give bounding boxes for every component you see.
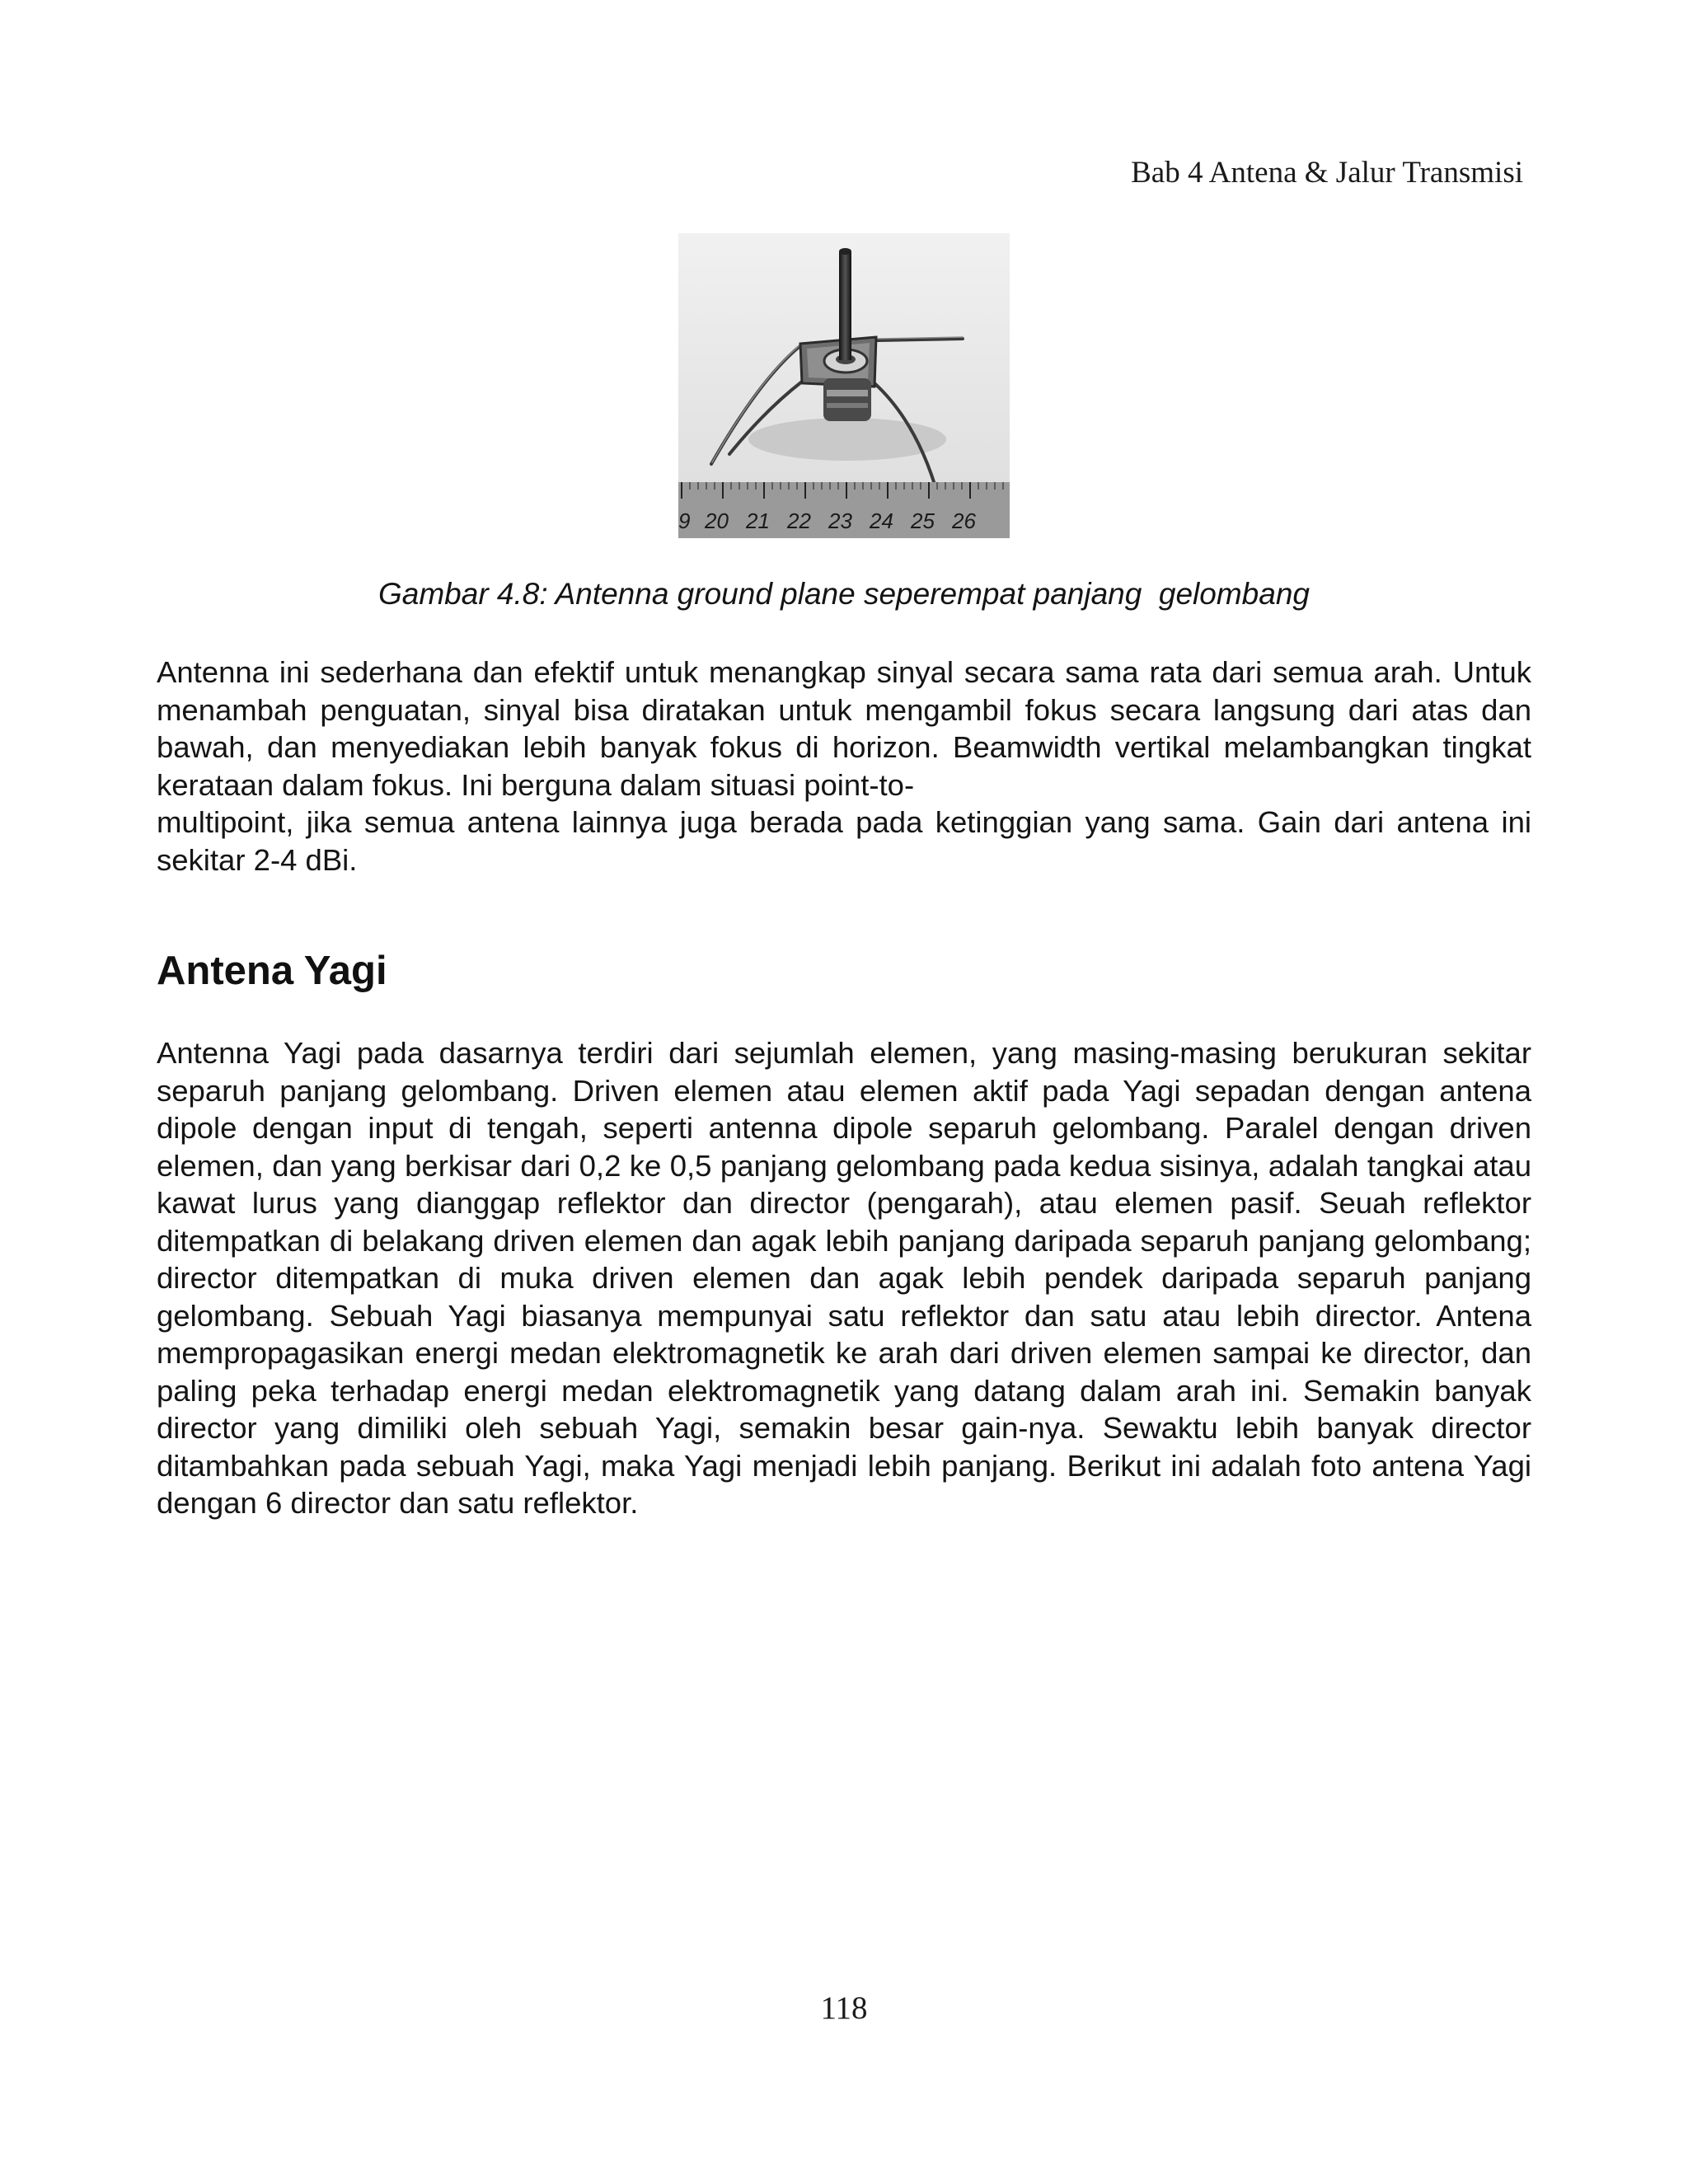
ruler-number: 24 <box>870 509 893 533</box>
ruler-number: 25 <box>911 509 935 533</box>
antenna-photo <box>678 233 1010 538</box>
section-heading: Antena Yagi <box>157 949 387 993</box>
ruler-number: 26 <box>952 509 976 533</box>
ruler-number: 20 <box>705 509 729 533</box>
ruler-number: 22 <box>787 509 811 533</box>
ruler-number: 23 <box>828 509 852 533</box>
figure-caption: Gambar 4.8: Antenna ground plane seperempat panjang gelombang <box>378 577 1310 611</box>
ruler-number: 9 <box>678 509 691 533</box>
ruler-number: 21 <box>746 509 770 533</box>
running-header: Bab 4 Antena & Jalur Transmisi <box>1131 156 1523 190</box>
paragraph-ground-plane: Antenna ini sederhana dan efektif untuk menangkap sinyal secara sama rata dari semua arah. Untuk menambah penguatan, sinyal bisa diratakan untuk mengambil fokus secara langsung dari atas dan bawah, dan menyediakan lebih banyak fokus di horizon. Beamwidth vertikal melambangkan tingkat kerataan dalam fokus. Ini berguna dalam situasi point-to- multipoint, jika semua antena lainnya juga berada pada ketinggian yang sama. Gain dari antena ini sekitar 2-4 dBi. <box>157 655 1531 877</box>
page-number: 118 <box>820 1990 868 2026</box>
paragraph-yagi: Antenna Yagi pada dasarnya terdiri dari sejumlah elemen, yang masing-masing berukuran sekitar separuh panjang gelombang. Driven elemen atau elemen aktif pada Yagi sepadan dengan antena dipole dengan input di tengah, seperti antenna dipole separuh gelombang. Paralel dengan driven elemen, dan yang berkisar dari 0,2 ke 0,5 panjang gelombang pada kedua sisinya, adalah tangkai atau kawat lurus yang dianggap reflektor dan director (pengarah), atau elemen pasif. Seuah reflektor ditempatkan di belakang driven elemen dan agak lebih panjang daripada separuh panjang gelombang; director ditempatkan di muka driven elemen dan agak lebih pendek daripada separuh panjang gelombang. Sebuah Yagi biasanya mempunyai satu reflektor dan satu atau lebih director. Antena mempropagasikan energi medan elektromagnetik ke arah dari driven elemen sampai ke director, dan paling peka terhadap energi medan elektromagnetik yang datang dalam arah ini. Semakin banyak director yang dimiliki oleh sebuah Yagi, semakin besar gain-nya. Sewaktu lebih banyak director ditambahkan pada sebuah Yagi, maka Yagi menjadi lebih panjang. Berikut ini adalah foto antena Yagi dengan 6 director dan satu reflektor. <box>157 1036 1531 1520</box>
